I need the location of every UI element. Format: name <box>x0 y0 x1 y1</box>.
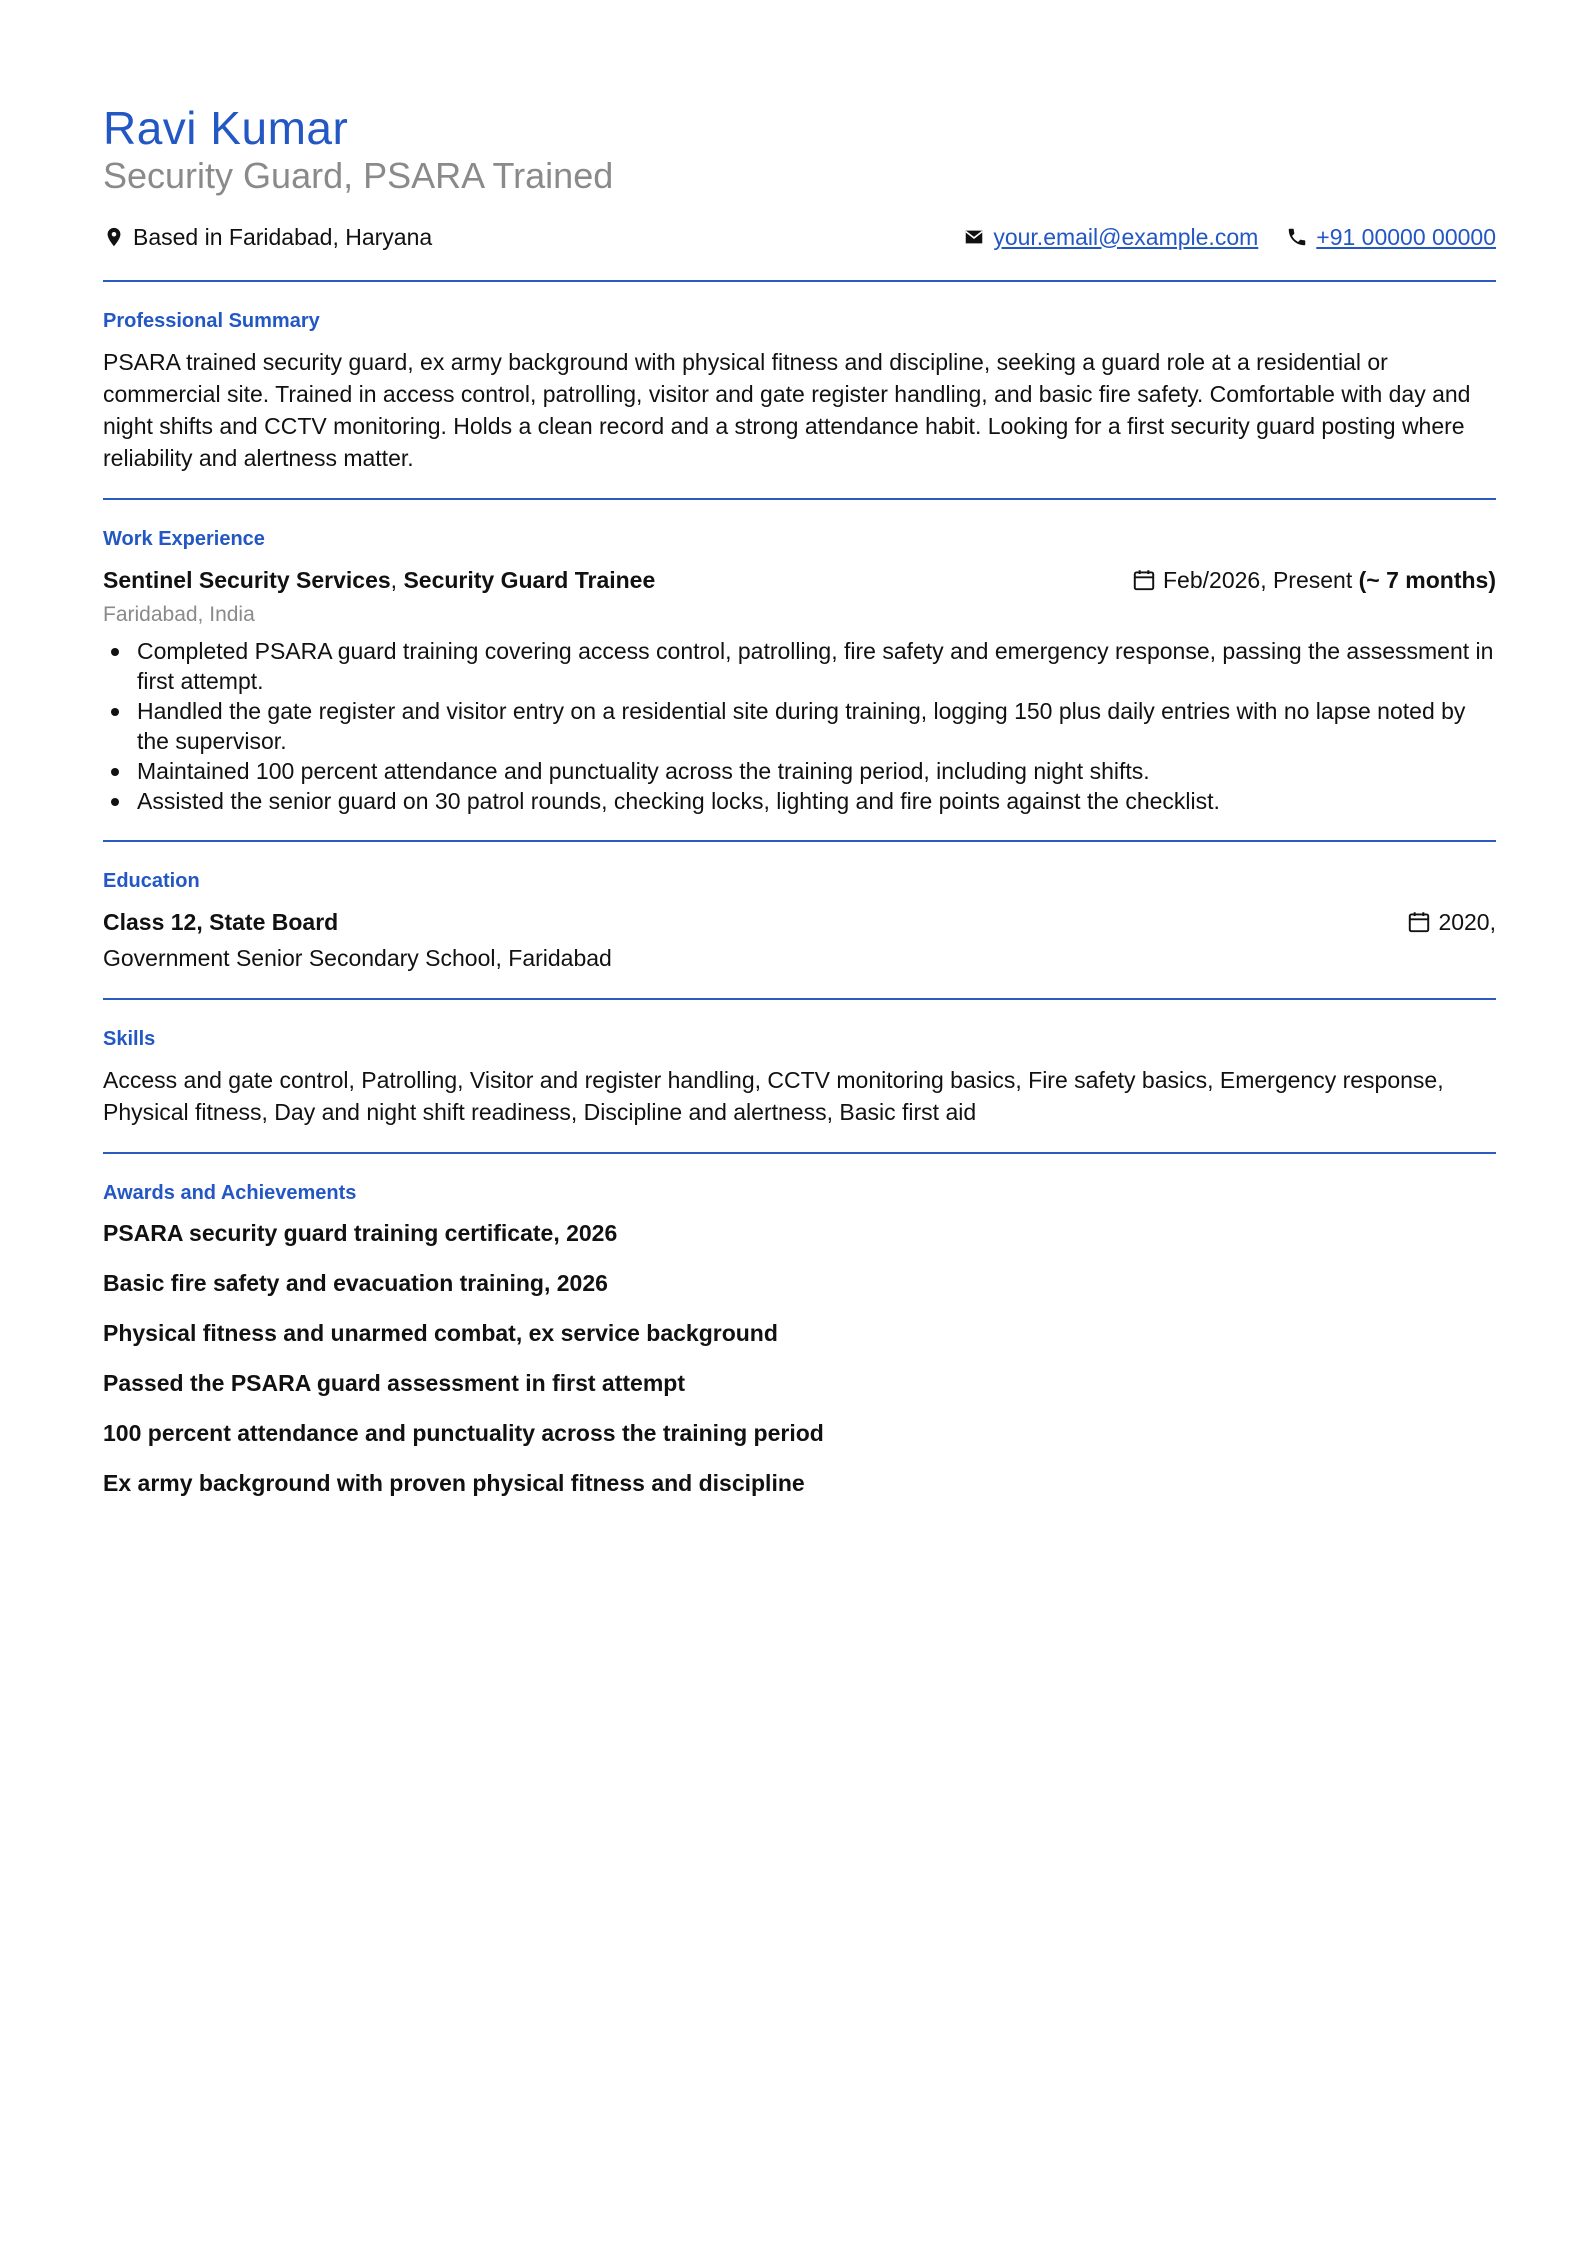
award-item: 100 percent attendance and punctuality across the training period <box>103 1420 824 1446</box>
resume-page <box>103 100 1496 1522</box>
email-link[interactable]: your.email@example.com <box>993 223 1259 250</box>
awards-heading: Awards and Achievements <box>103 1182 357 1204</box>
award-item: Basic fire safety and evacuation training, 2026 <box>103 1270 608 1296</box>
contact-location <box>103 224 432 251</box>
education-year: 2020, <box>1438 909 1496 935</box>
candidate-name: Ravi Kumar <box>103 102 349 154</box>
phone-contact <box>1286 224 1496 251</box>
education-dates <box>1406 906 1496 938</box>
school-name: Government Senior Secondary School, Faridabad <box>103 945 612 971</box>
calendar-icon <box>1131 567 1157 593</box>
education-heading: Education <box>103 870 200 892</box>
award-item: Ex army background with proven physical fitness and discipline <box>103 1470 805 1496</box>
company-role-separator: , <box>390 567 404 593</box>
contact-row <box>103 222 1496 252</box>
summary-section <box>103 282 1496 498</box>
awards-list <box>103 1218 1496 1498</box>
job-date-range: Feb/2026, Present <box>1163 567 1353 593</box>
list-item: Completed PSARA guard training covering access control, patrolling, fire safety and emergency response, passing the assessment in first attempt. <box>103 636 1496 696</box>
job-bullet-list <box>103 636 1496 816</box>
envelope-icon <box>963 226 985 248</box>
job-title-line <box>103 564 655 596</box>
list-item: Handled the gate register and visitor entry on a residential site during training, logging 150 plus daily entries with no lapse noted by the supervisor. <box>103 696 1496 756</box>
summary-heading: Professional Summary <box>103 310 320 332</box>
job-duration: (~ 7 months) <box>1358 567 1496 593</box>
phone-link[interactable]: +91 00000 00000 <box>1316 223 1496 250</box>
calendar-icon <box>1406 909 1432 935</box>
job-dates <box>1131 564 1496 596</box>
awards-section <box>103 1154 1496 1522</box>
list-item: Assisted the senior guard on 30 patrol rounds, checking locks, lighting and fire points against the checklist. <box>103 786 1496 816</box>
experience-section <box>103 500 1496 840</box>
skills-section <box>103 1000 1496 1152</box>
award-item: Physical fitness and unarmed combat, ex service background <box>103 1320 778 1346</box>
location-pin-icon <box>103 226 125 248</box>
award-item: PSARA security guard training certificate, 2026 <box>103 1220 618 1246</box>
phone-icon <box>1286 226 1308 248</box>
job-header <box>103 564 1496 596</box>
list-item: Maintained 100 percent attendance and punctuality across the training period, including night shifts. <box>103 756 1496 786</box>
job-role: Security Guard Trainee <box>403 567 656 593</box>
award-item: Passed the PSARA guard assessment in first attempt <box>103 1370 685 1396</box>
education-header <box>103 906 1496 938</box>
location-text: Based in Faridabad, Haryana <box>133 223 433 250</box>
skills-text: Access and gate control, Patrolling, Visitor and register handling, CCTV monitoring basics, Fire safety basics, Emergency response, Physical fitness, Day and night shift readiness, Discipline and alertness, Basic first aid <box>103 1067 1444 1125</box>
degree-name: Class 12, State Board <box>103 909 339 935</box>
experience-heading: Work Experience <box>103 528 265 550</box>
education-section <box>103 842 1496 998</box>
candidate-title: Security Guard, PSARA Trained <box>103 155 614 196</box>
email-contact <box>963 224 1258 251</box>
company-name: Sentinel Security Services <box>103 567 391 593</box>
resume-header <box>103 100 1496 252</box>
job-location: Faridabad, India <box>103 603 255 626</box>
contact-links <box>963 224 1496 251</box>
skills-heading: Skills <box>103 1028 156 1050</box>
summary-text: PSARA trained security guard, ex army background with physical fitness and discipline, seeking a guard role at a residential or commercial site. Trained in access control, patrolling, visitor and gate register handling, and basic fire safety. Comfortable with day and night shifts and CCTV monitoring. Holds a clean record and a strong attendance habit. Looking for a first security guard posting where reliability and alertness matter. <box>103 349 1471 471</box>
